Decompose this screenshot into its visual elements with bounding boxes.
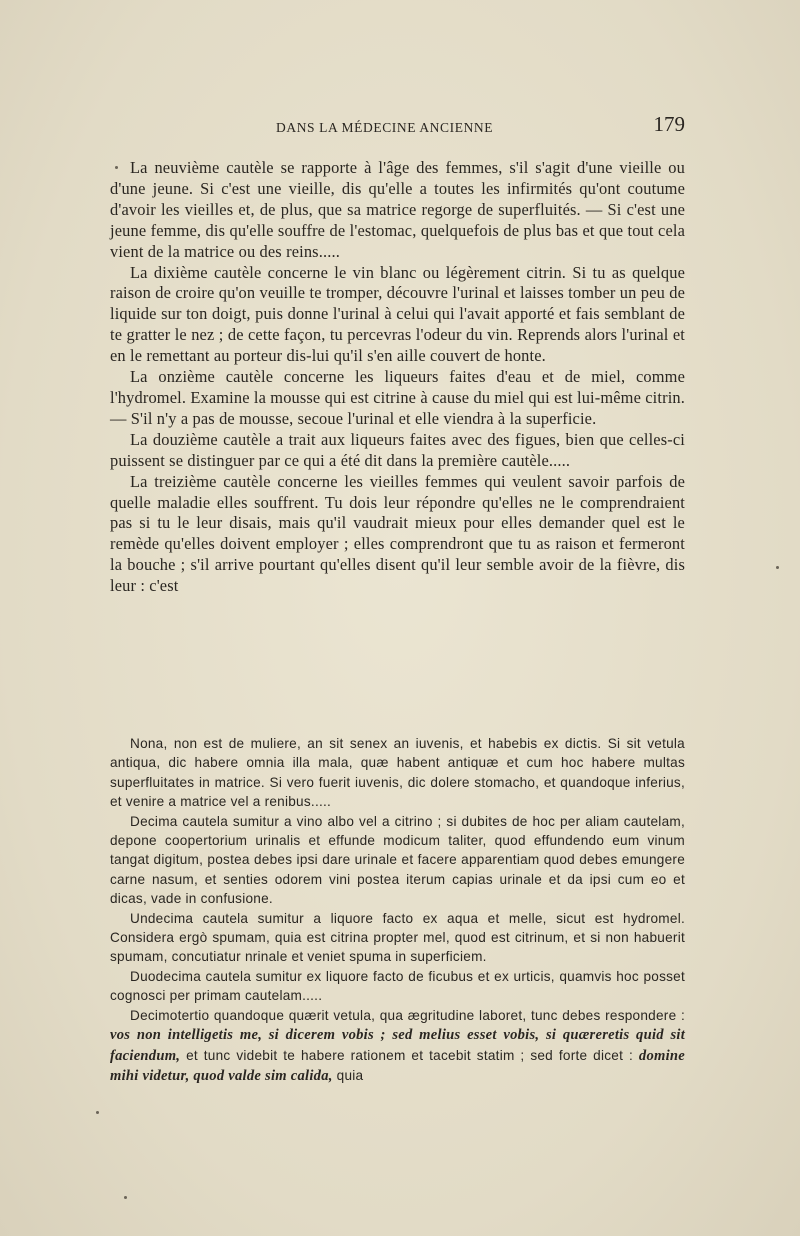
paragraph-tenth-cautele: La dixième cautèle concerne le vin blanc ou légèrement citrin. Si tu as quelque raison de croire qu'on veuille te tromper, découvre l'urinal et laisses tomber un peu de liquide sur ton doigt, puis donne l'urinal à celui qui l'avait apporté et fais semblant de te gratter le nez ; de cette façon, tu percevras l'odeur du vin. Reprends alors l'urinal et en le remettant au porteur dis-lui qu'il s'en aille couvert de honte. <box>110 262 685 366</box>
note-decimotertio <box>110 1006 685 1087</box>
note-nona: Nona, non est de muliere, an sit senex an iuvenis, et habebis ex dictis. Si sit vetula antiqua, dic habere omnia illa mala, quæ habent antiquæ et cum hoc habere multas superfluitates in matrice. Si vero fuerit iuvenis, dic dolere stomacho, et quandoque inferius, et venire a matrice vel a renibus..... <box>110 736 685 810</box>
page-number: 179 <box>653 112 685 136</box>
note-decima: Decima cautela sumitur a vino albo vel a citrino ; si dubites de hoc per aliam cautelam, depone coopertorium urinalis et effunde modicum taliter, quod effundendo eum vinum tangat digitum, postea debes ipsi dare urinale et facere apparentiam quod debes emungere carne nasum, et senties odorem vini postea iterum capias urinale et da ipsi cum eo et dicas, vade in confusione. <box>110 813 685 907</box>
page-header <box>110 112 685 142</box>
paper-speck <box>115 166 118 169</box>
note-text: Decimotertio quandoque quærit vetula, qua ægritudine laboret, tunc debes respondere : <box>130 1007 685 1023</box>
note-duodecima: Duodecima cautela sumitur ex liquore facto de ficubus et ex urticis, quamvis hoc posset cognosci per primam cautelam..... <box>110 968 685 1004</box>
paragraph-thirteenth-cautele: La treizième cautèle concerne les vieilles femmes qui veulent savoir parfois de quelle maladie elles souffrent. Tu dois leur répondre qu'elles ne le comprendraient pas si tu le leur disais, mais qu'il vaudrait mieux pour elles demander quel est le remède qu'elles doivent employer ; elles comprendront que tu as raison et fermeront la bouche ; s'il arrive pourtant qu'elles disent qu'il leur semble avoir de la fièvre, dis leur : c'est <box>110 471 685 596</box>
paper-speck <box>96 1111 99 1114</box>
paper-speck <box>776 566 779 569</box>
note-text: quia <box>332 1067 364 1083</box>
note-italic-quote: domine mihi videtur, quod valde sim calida, <box>110 1047 685 1084</box>
note-undecima: Undecima cautela sumitur a liquore facto ex aqua et melle, sicut est hydromel. Considera ergò spumam, quia est citrina propter mel, quod est citrinum, et si non habuerit spumam, concutiatur nrinale et veniet spuma in superficiem. <box>110 910 685 965</box>
paragraph-eleventh-cautele: La onzième cautèle concerne les liqueurs faites d'eau et de miel, comme l'hydromel. Examine la mousse qui est citrine à cause du miel qui est lui-même citrin. — S'il n'y a pas de mousse, secoue l'urinal et elle viendra à la superficie. <box>110 367 685 428</box>
paragraph-ninth-cautele: La neuvième cautèle se rapporte à l'âge des femmes, s'il s'agit d'une vieille ou d'une jeune. Si c'est une vieille, dis qu'elle a toutes les infirmités qu'ont coutume d'avoir les vieilles et, de plus, que sa matrice regorge de superfluités. — Si c'est une jeune femme, dis qu'elle souffre de l'estomac, quelquefois de plus bas et que tout cela vient de la matrice ou des reins..... <box>110 158 685 261</box>
running-title: DANS LA MÉDECINE ANCIENNE <box>276 120 494 135</box>
paper-speck <box>124 1196 127 1199</box>
note-italic-quote: vos non intelligetis me, si dicerem vobis ; sed melius esset vobis, si quæreretis quid sit faciendum, <box>110 1027 685 1064</box>
paragraph-twelfth-cautele: La douzième cautèle a trait aux liqueurs faites avec des figues, bien que celles-ci puissent se distinguer par ce qui a été dit dans la première cautèle..... <box>110 429 685 470</box>
main-text <box>110 158 685 597</box>
note-text: et tunc videbit te habere rationem et tacebit statim ; sed forte dicet : <box>180 1047 639 1063</box>
latin-footnotes <box>110 734 685 1086</box>
